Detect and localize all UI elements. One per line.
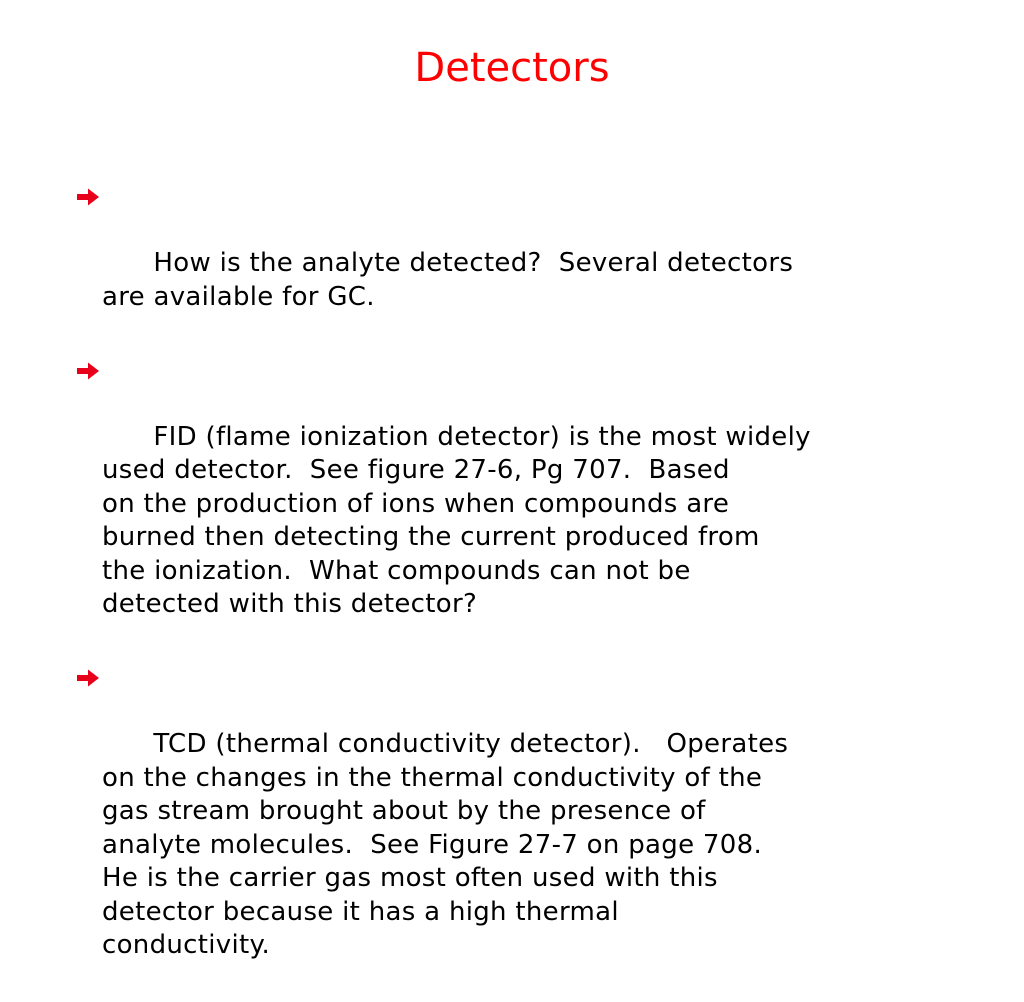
right-arrow-icon [76, 187, 100, 207]
right-arrow-icon [76, 668, 100, 688]
bullet-item [76, 661, 956, 996]
bullet-text: FID (flame ionization detector) is the most widely used detector. See figure 27-6, Pg 707. Based on the production of ions when compounds are burned then detecting the current produced from the ionization. What compounds can not be detected with this detector? [102, 421, 811, 619]
slide-title: Detectors [414, 45, 610, 91]
bullet-item [76, 180, 956, 348]
bullet-text: How is the analyte detected? Several detectors are available for GC. [102, 248, 794, 312]
bullet-text: TCD (thermal conductivity detector). Operates on the changes in the thermal conductivity of the gas stream brought about by the presence of analyte molecules. See Figure 27-7 on page 708. He is the carrier gas most often used with this detector because it has a high thermal conductivity. [102, 729, 789, 960]
right-arrow-icon [76, 361, 100, 381]
bullet-list [76, 180, 956, 1002]
bullet-item [76, 354, 956, 656]
